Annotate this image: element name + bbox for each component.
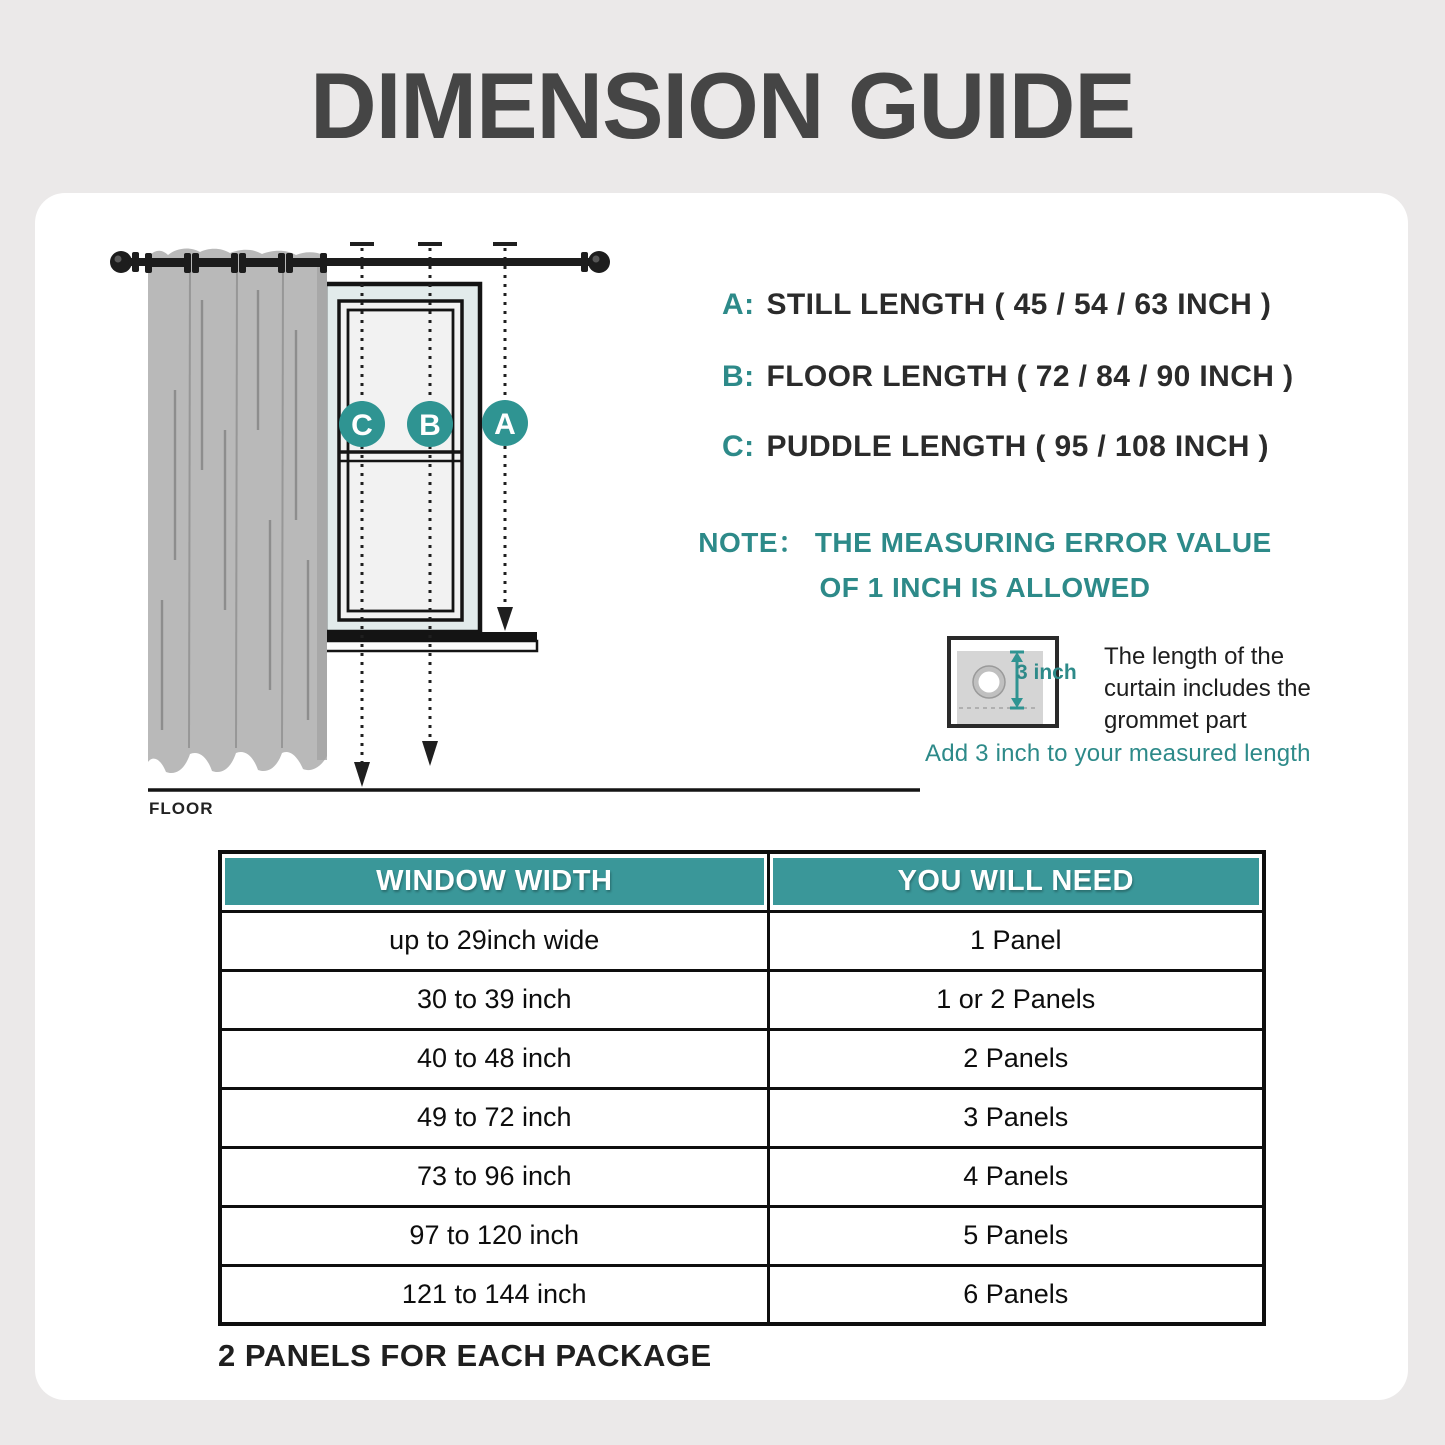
length-legend-c xyxy=(722,430,1269,464)
length-letter-c: C: xyxy=(722,430,755,463)
length-text-b: FLOOR LENGTH ( 72 / 84 / 90 INCH ) xyxy=(766,360,1294,393)
length-text-c: PUDDLE LENGTH ( 95 / 108 INCH ) xyxy=(766,430,1269,463)
note-line-2: OF 1 INCH IS ALLOWED xyxy=(819,572,1151,603)
table-row xyxy=(220,911,1264,970)
floor-label: FLOOR xyxy=(149,799,214,818)
table-cell: 73 to 96 inch xyxy=(220,1147,768,1206)
table-cell: up to 29inch wide xyxy=(220,911,768,970)
table-cell: 4 Panels xyxy=(768,1147,1264,1206)
table-cell: 1 Panel xyxy=(768,911,1264,970)
length-legend-a xyxy=(722,288,1271,322)
length-text-a: STILL LENGTH ( 45 / 54 / 63 INCH ) xyxy=(766,288,1272,321)
table-row xyxy=(220,1206,1264,1265)
package-note: 2 PANELS FOR EACH PACKAGE xyxy=(218,1338,712,1373)
table-cell: 5 Panels xyxy=(768,1206,1264,1265)
note-line-1: NOTE： THE MEASURING ERROR VALUE xyxy=(698,527,1272,558)
table-row xyxy=(220,970,1264,1029)
length-letter-a: A: xyxy=(722,288,755,321)
table-cell: 3 Panels xyxy=(768,1088,1264,1147)
table-cell: 49 to 72 inch xyxy=(220,1088,768,1147)
table-cell: 97 to 120 inch xyxy=(220,1206,768,1265)
arrowhead-b xyxy=(422,741,438,766)
table-cell: 30 to 39 inch xyxy=(220,970,768,1029)
table-cell: 6 Panels xyxy=(768,1265,1264,1324)
table-cell: 40 to 48 inch xyxy=(220,1029,768,1088)
grommet-description: The length of the curtain includes the grommet part xyxy=(1104,643,1311,734)
table-row xyxy=(220,1088,1264,1147)
panel-size-table xyxy=(218,850,1266,1326)
grommet-caption: Add 3 inch to your measured length xyxy=(925,740,1311,767)
measuring-note xyxy=(692,520,1278,610)
table-row xyxy=(220,1147,1264,1206)
table-header-cell xyxy=(768,852,1264,911)
table-header-row xyxy=(220,852,1264,911)
marker-letter-c: C xyxy=(351,409,373,442)
table-cell: 121 to 144 inch xyxy=(220,1265,768,1324)
table-row xyxy=(220,1265,1264,1324)
arrowhead-a xyxy=(497,607,513,631)
length-letter-b: B: xyxy=(722,360,755,393)
arrowhead-c xyxy=(354,762,370,787)
table-row xyxy=(220,1029,1264,1088)
window-width-header: WINDOW WIDTH xyxy=(225,858,764,905)
measurement-markers xyxy=(339,400,528,447)
you-will-need-header: YOU WILL NEED xyxy=(773,858,1260,905)
table-cell: 2 Panels xyxy=(768,1029,1264,1088)
curtain-panel-illustration xyxy=(145,248,327,773)
length-legend-b xyxy=(722,360,1293,394)
marker-letter-b: B xyxy=(419,409,441,442)
floor xyxy=(148,790,920,818)
grommet-measure-label: 3 inch xyxy=(1016,661,1077,684)
table-cell: 1 or 2 Panels xyxy=(768,970,1264,1029)
marker-letter-a: A xyxy=(494,408,516,441)
table-header-cell xyxy=(220,852,768,911)
page-title: DIMENSION GUIDE xyxy=(310,53,1135,158)
